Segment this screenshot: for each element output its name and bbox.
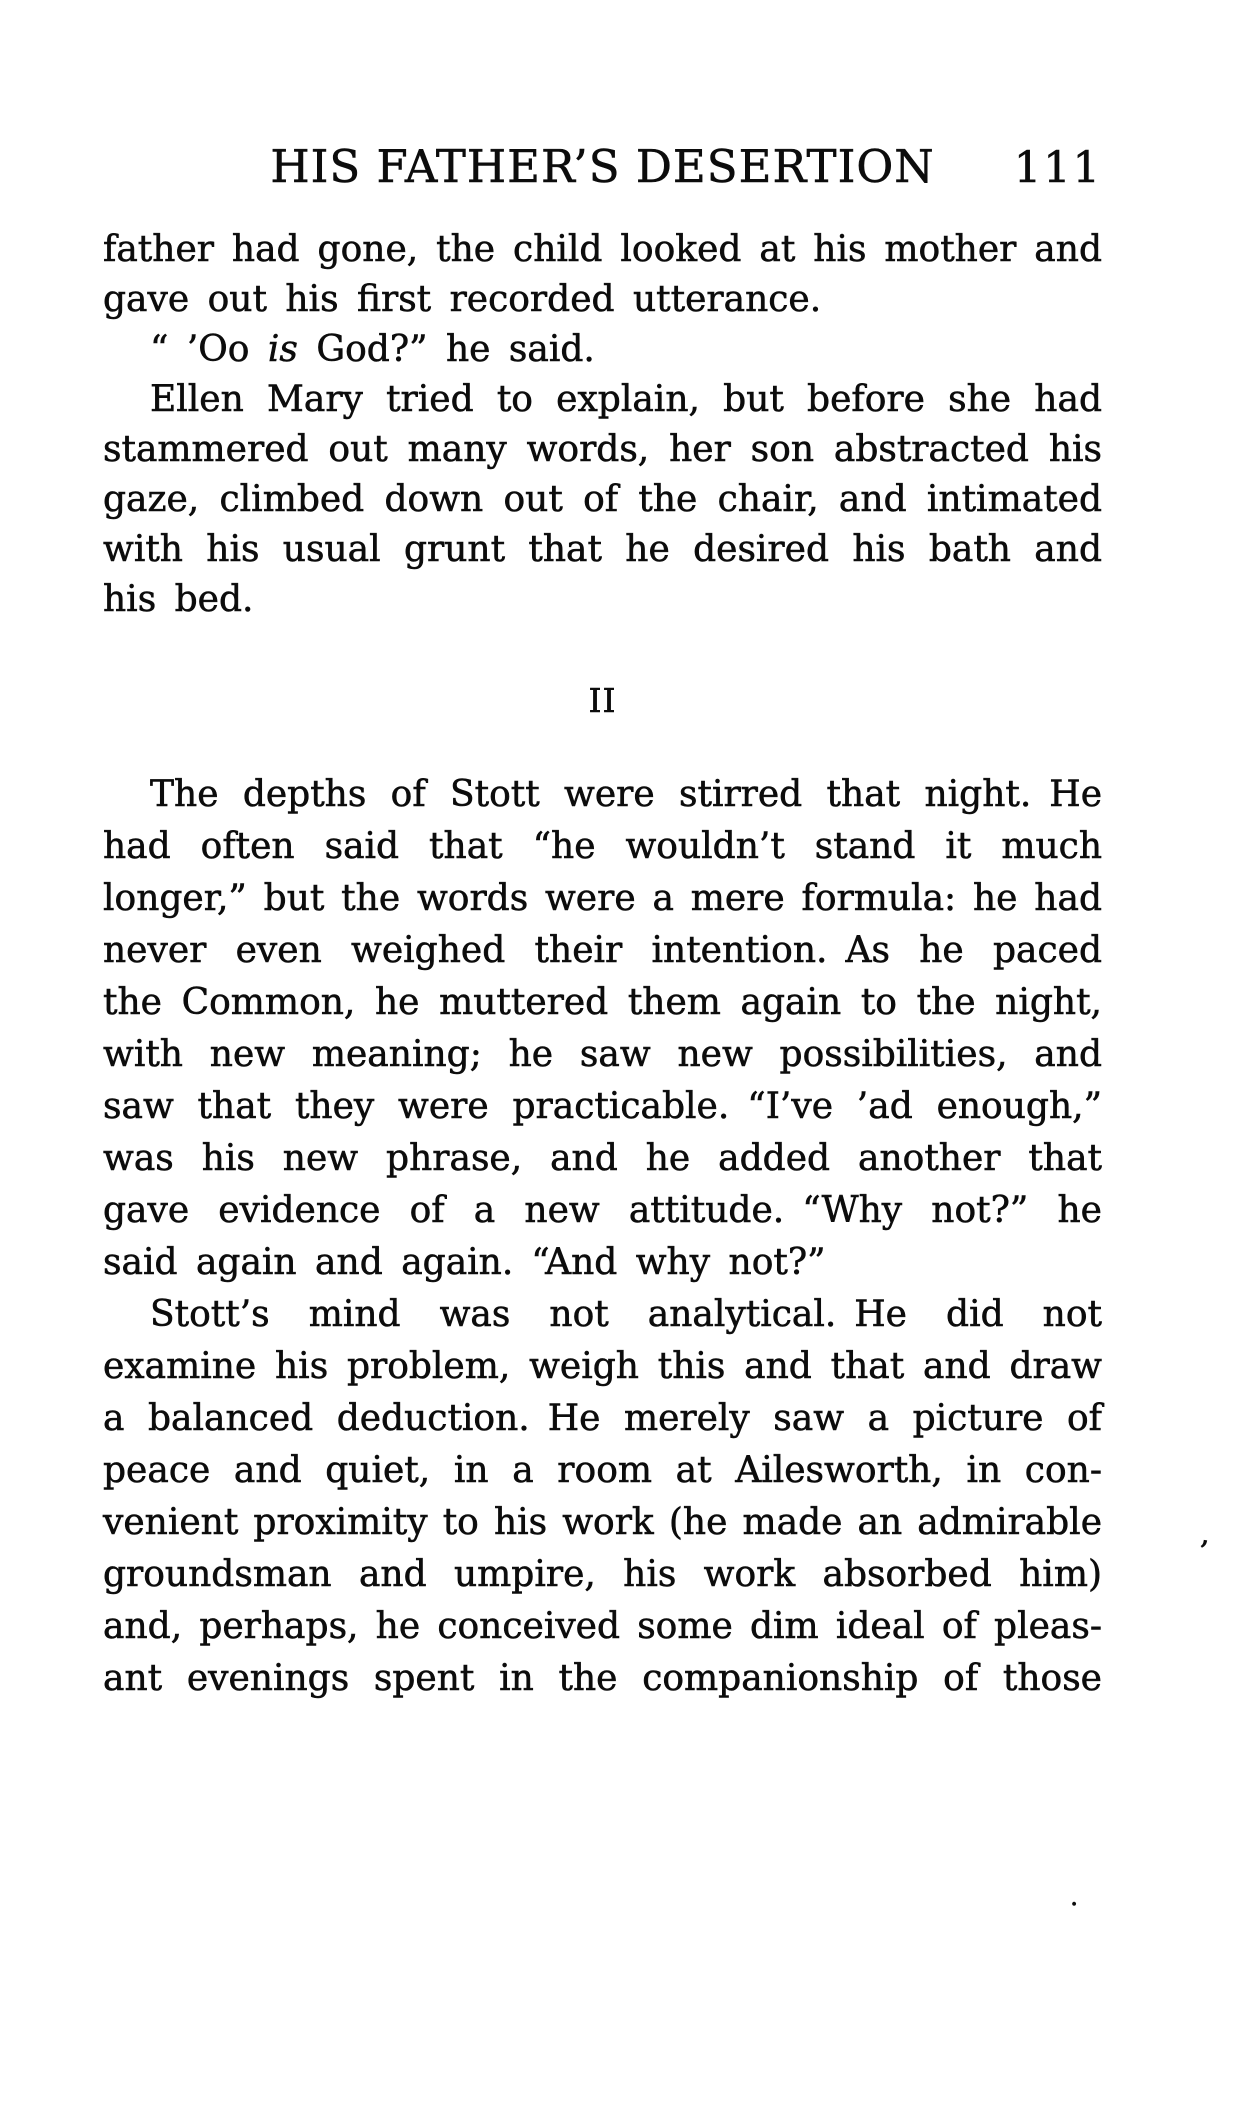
text-line: gave evidence of a new attitude. “Why not?” he xyxy=(103,1190,1102,1231)
page-number: 111 xyxy=(1013,143,1102,193)
dialogue-post: God?” he said. xyxy=(297,329,595,370)
text-line: saw that they were practicable. “I’ve ’ad enough,” xyxy=(103,1086,1102,1127)
text-line: gave out his first recorded utterance. xyxy=(103,279,822,320)
text-line: with new meaning; he saw new possibilities, and xyxy=(103,1034,1102,1075)
text-line: Stott’s mind was not analytical. He did not xyxy=(150,1294,1102,1335)
body-text-upper xyxy=(103,225,1102,625)
text-line: was his new phrase, and he added another that xyxy=(103,1138,1102,1179)
text-line: never even weighed their intention. As he paced xyxy=(103,930,1102,971)
text-line: groundsman and umpire, his work absorbed him) xyxy=(103,1554,1102,1595)
body-text-lower xyxy=(103,769,1102,1705)
ink-speck-apostrophe: ’ xyxy=(1195,1534,1211,1571)
text-line: a balanced deduction. He merely saw a picture of xyxy=(103,1398,1102,1439)
running-head-title: HIS FATHER’S DESERTION xyxy=(270,140,935,193)
text-line: ant evenings spent in the companionship of those xyxy=(103,1658,1102,1699)
text-line: longer,” but the words were a mere formula: he had xyxy=(103,878,1102,919)
text-line: stammered out many words, her son abstracted his xyxy=(103,429,1102,470)
text-line: father had gone, the child looked at his mother and xyxy=(103,229,1102,270)
text-line: venient proximity to his work (he made an admirable xyxy=(103,1502,1102,1543)
ink-speck-dot: · xyxy=(1070,1890,1079,1920)
text-line: and, perhaps, he conceived some dim ideal of pleas- xyxy=(103,1606,1102,1647)
text-line: peace and quiet, in a room at Ailesworth, in con- xyxy=(103,1450,1102,1491)
text-line: The depths of Stott were stirred that night. He xyxy=(150,774,1102,815)
dialogue-pre: “ ’Oo xyxy=(150,329,268,370)
text-line: his bed. xyxy=(103,579,254,620)
text-line: said again and again. “And why not?” xyxy=(103,1242,826,1283)
text-line: examine his problem, weigh this and that and draw xyxy=(103,1346,1102,1387)
dialogue-line xyxy=(103,325,1102,375)
dialogue-italic-word: is xyxy=(267,329,298,370)
text-line: Ellen Mary tried to explain, but before she had xyxy=(150,379,1102,420)
text-line: with his usual grunt that he desired his bath and xyxy=(103,529,1102,570)
text-line: the Common, he muttered them again to the night, xyxy=(103,982,1102,1023)
section-heading: II xyxy=(588,681,617,720)
text-line: gaze, climbed down out of the chair, and intimated xyxy=(103,479,1102,520)
text-line: had often said that “he wouldn’t stand it much xyxy=(103,826,1102,867)
